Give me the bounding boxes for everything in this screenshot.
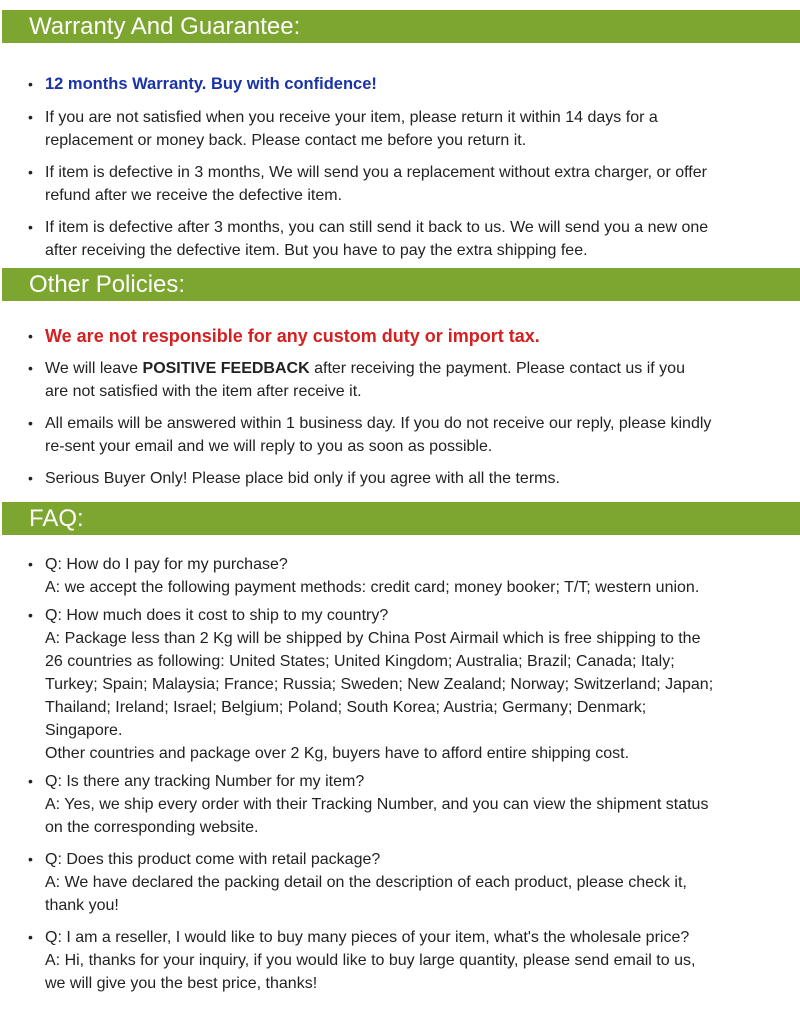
bullet-icon: • xyxy=(28,415,33,431)
faq-answer: Turkey; Spain; Malaysia; France; Russia; Sweden; New Zealand; Norway; Switzerland; Japan; xyxy=(45,676,714,693)
faq-item xyxy=(0,770,800,839)
faq-list xyxy=(0,553,800,995)
faq-title: FAQ: xyxy=(29,505,84,532)
faq-item xyxy=(0,604,800,765)
faq-answer: A: We have declared the packing detail on the description of each product, please check it, xyxy=(45,874,687,891)
bullet-icon: • xyxy=(28,328,33,344)
item-line: If you are not satisfied when you receive your item, please return it within 14 days for a xyxy=(45,109,658,126)
item-line xyxy=(45,357,760,380)
list-item xyxy=(0,412,800,458)
feedback-suffix: after receiving the payment. Please contact us if you xyxy=(309,360,685,377)
item-line: If item is defective in 3 months, We will send you a replacement without extra charger, or offer xyxy=(45,164,707,181)
faq-item xyxy=(0,553,800,599)
list-item xyxy=(0,357,800,403)
list-item xyxy=(0,467,800,490)
warranty-highlight: 12 months Warranty. Buy with confidence! xyxy=(45,75,377,93)
item-line: re-sent your email and we will reply to you as soon as possible. xyxy=(45,438,493,455)
faq-answer: Other countries and package over 2 Kg, buyers have to afford entire shipping cost. xyxy=(45,745,630,762)
bullet-icon: • xyxy=(28,109,33,125)
faq-answer: A: Yes, we ship every order with their Tracking Number, and you can view the shipment status xyxy=(45,796,709,813)
list-item xyxy=(0,73,800,96)
list-item xyxy=(0,325,800,348)
feedback-prefix: We will leave xyxy=(45,360,143,377)
faq-question: Q: Does this product come with retail package? xyxy=(45,851,381,868)
faq-item xyxy=(0,848,800,917)
item-line: replacement or money back. Please contact me before you return it. xyxy=(45,132,527,149)
item-line: refund after we receive the defective item. xyxy=(45,187,343,204)
faq-answer: Thailand; Ireland; Israel; Belgium; Poland; South Korea; Austria; Germany; Denmark; xyxy=(45,699,647,716)
bullet-icon: • xyxy=(28,929,33,945)
bullet-icon: • xyxy=(28,76,33,92)
bullet-icon: • xyxy=(28,607,33,623)
bullet-icon: • xyxy=(28,360,33,376)
faq-header xyxy=(2,502,800,535)
item-line: If item is defective after 3 months, you can still send it back to us. We will send you a new one xyxy=(45,219,709,236)
bullet-icon: • xyxy=(28,219,33,235)
faq-answer: A: we accept the following payment methods: credit card; money booker; T/T; western union. xyxy=(45,579,700,596)
faq-item xyxy=(0,926,800,995)
faq-answer: thank you! xyxy=(45,897,119,914)
item-line: are not satisfied with the item after receive it. xyxy=(45,383,362,400)
warranty-list xyxy=(0,73,800,262)
policies-title: Other Policies: xyxy=(29,271,186,298)
warranty-header xyxy=(2,10,800,43)
faq-answer: 26 countries as following: United States; United Kingdom; Australia; Brazil; Canada; Italy; xyxy=(45,653,675,670)
bullet-icon: • xyxy=(28,164,33,180)
item-line: Serious Buyer Only! Please place bid only if you agree with all the terms. xyxy=(45,470,560,487)
policies-list xyxy=(0,325,800,490)
bullet-icon: • xyxy=(28,556,33,572)
faq-question: Q: How do I pay for my purchase? xyxy=(45,556,288,573)
duty-highlight: We are not responsible for any custom duty or import tax. xyxy=(45,326,540,346)
list-item xyxy=(0,106,800,152)
item-line: after receiving the defective item. But you have to pay the extra shipping fee. xyxy=(45,242,588,259)
warranty-title: Warranty And Guarantee: xyxy=(29,13,301,40)
faq-question: Q: I am a reseller, I would like to buy many pieces of your item, what's the wholesale price? xyxy=(45,929,690,946)
faq-answer: Singapore. xyxy=(45,722,123,739)
faq-question: Q: How much does it cost to ship to my country? xyxy=(45,607,389,624)
bullet-icon: • xyxy=(28,773,33,789)
faq-answer: A: Hi, thanks for your inquiry, if you would like to buy large quantity, please send email to us, xyxy=(45,952,696,969)
faq-answer: we will give you the best price, thanks! xyxy=(45,975,318,992)
positive-feedback-text: POSITIVE FEEDBACK xyxy=(142,360,310,377)
bullet-icon: • xyxy=(28,851,33,867)
faq-answer: A: Package less than 2 Kg will be shipped by China Post Airmail which is free shipping to the xyxy=(45,630,701,647)
item-line: All emails will be answered within 1 business day. If you do not receive our reply, please kindly xyxy=(45,415,712,432)
policies-header xyxy=(2,268,800,301)
faq-question: Q: Is there any tracking Number for my item? xyxy=(45,773,365,790)
list-item xyxy=(0,161,800,207)
faq-answer: on the corresponding website. xyxy=(45,819,259,836)
bullet-icon: • xyxy=(28,470,33,486)
list-item xyxy=(0,216,800,262)
